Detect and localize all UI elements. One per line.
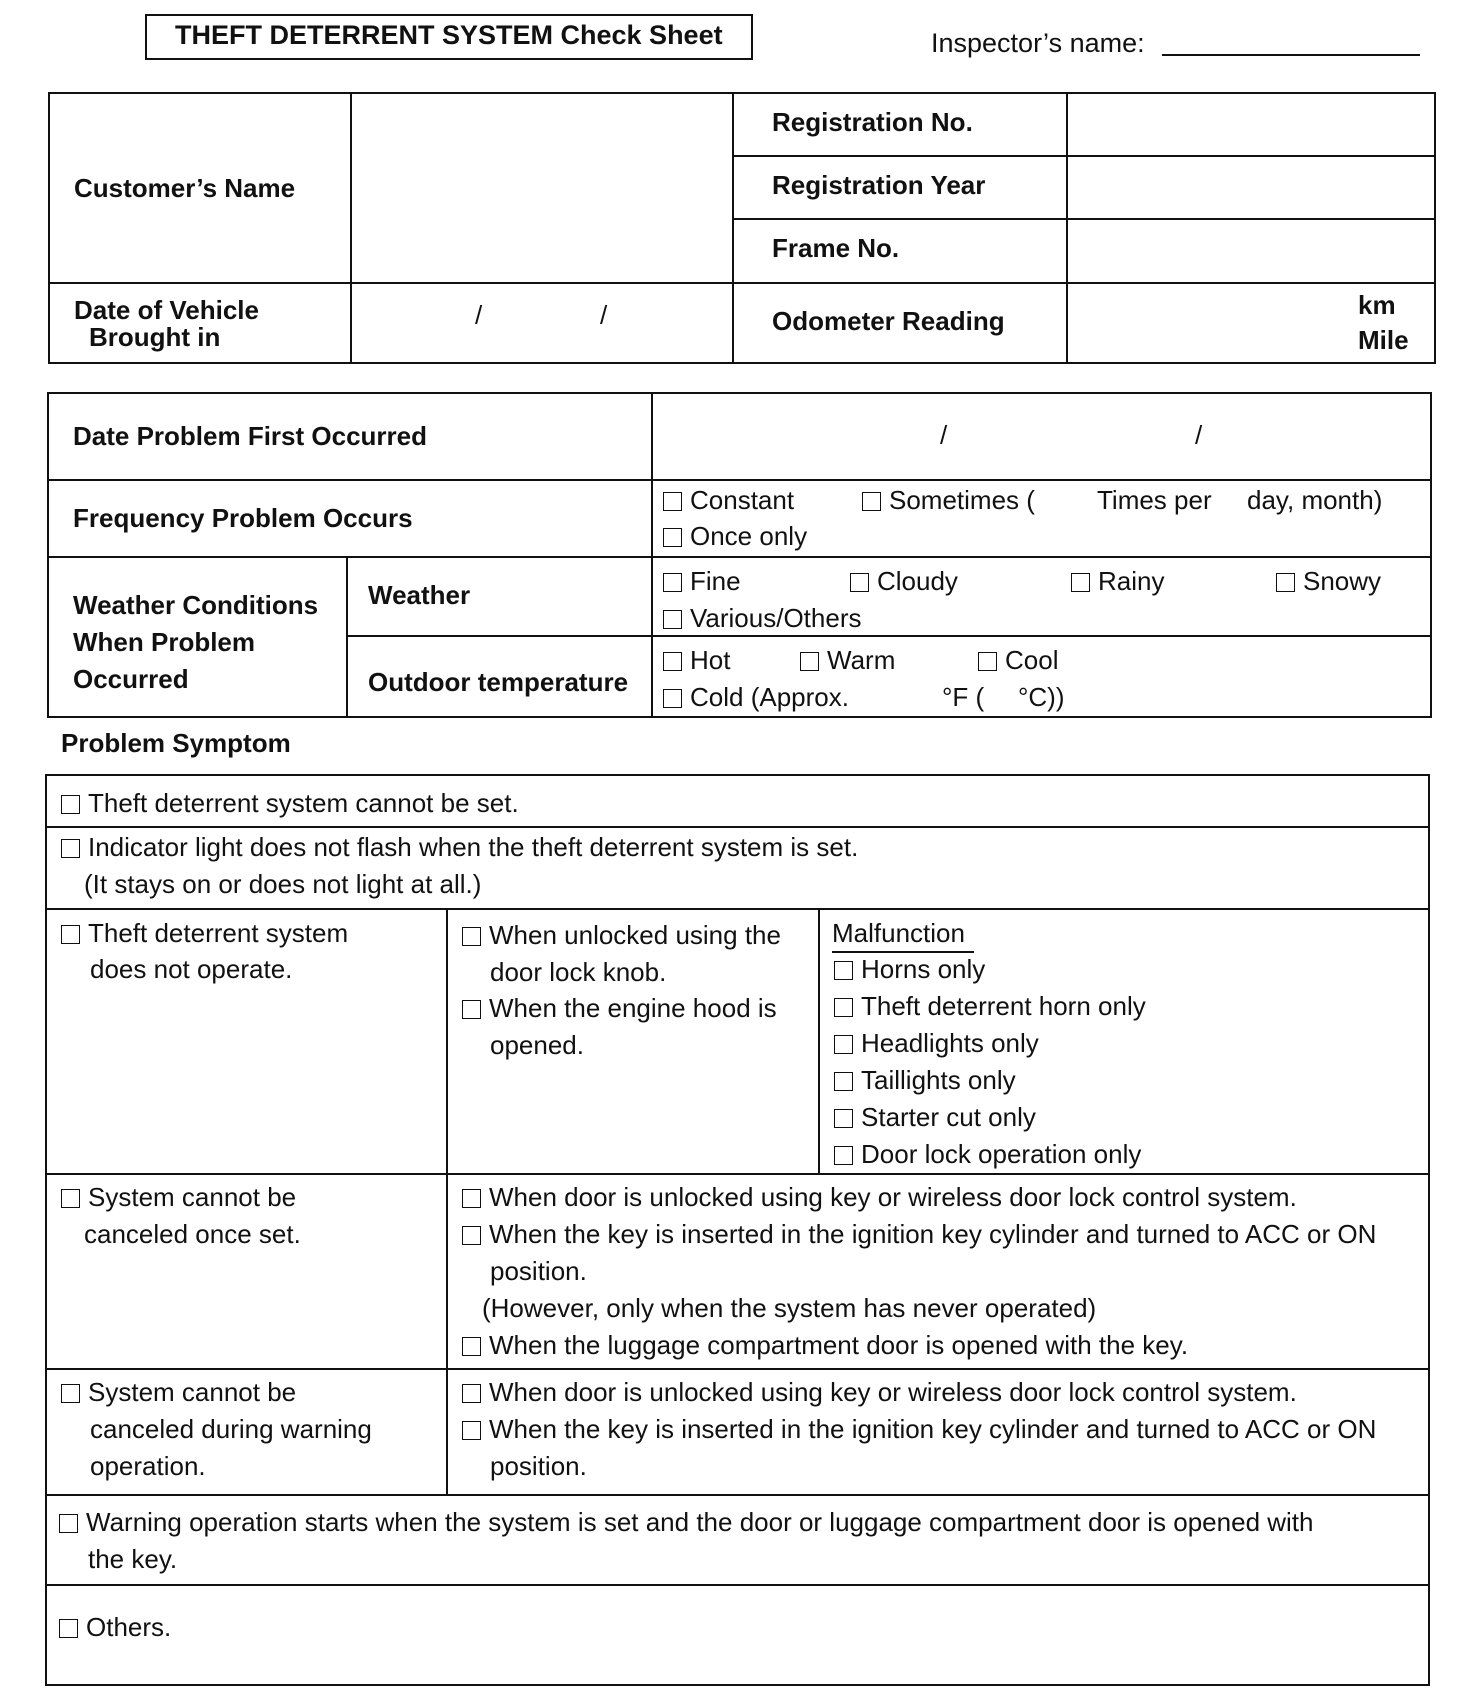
symptom-others[interactable]: Others. bbox=[59, 1612, 171, 1642]
freq-day-month: day, month) bbox=[1247, 485, 1383, 515]
date-first-slash-2: / bbox=[1195, 420, 1203, 450]
checkbox[interactable] bbox=[462, 1189, 481, 1208]
symptom-not-operate-2: does not operate. bbox=[90, 954, 293, 984]
checkbox[interactable] bbox=[834, 1109, 853, 1128]
weather-various[interactable]: Various/Others bbox=[663, 603, 861, 633]
checkbox[interactable] bbox=[834, 1146, 853, 1165]
inspector-name-field[interactable] bbox=[1162, 54, 1420, 56]
weather-rainy[interactable]: Rainy bbox=[1071, 566, 1164, 596]
frame-no-field[interactable] bbox=[1070, 222, 1430, 280]
checkbox[interactable] bbox=[462, 1421, 481, 1440]
km-label: km bbox=[1358, 290, 1396, 320]
date-brought-slash-2: / bbox=[600, 300, 608, 330]
checkbox[interactable] bbox=[834, 961, 853, 980]
date-brought-label-1: Date of Vehicle bbox=[74, 295, 259, 325]
weather-conditions-label-1: Weather Conditions bbox=[73, 590, 319, 620]
date-brought-slash-1: / bbox=[475, 300, 483, 330]
frame-no-label: Frame No. bbox=[772, 233, 900, 263]
inspector-label: Inspector’s name: bbox=[931, 28, 1145, 58]
symptom-cannot-set[interactable]: Theft deterrent system cannot be set. bbox=[61, 788, 519, 818]
registration-no-field[interactable] bbox=[1070, 96, 1430, 153]
weather-fine[interactable]: Fine bbox=[663, 566, 741, 596]
checkbox[interactable] bbox=[61, 795, 80, 814]
checkbox[interactable] bbox=[61, 1189, 80, 1208]
malfunction-doorlock[interactable]: Door lock operation only bbox=[834, 1139, 1141, 1169]
symptom-warning-starts-2: the key. bbox=[88, 1544, 178, 1574]
registration-no-label: Registration No. bbox=[772, 107, 973, 137]
symptom-cancel-warning-3: operation. bbox=[90, 1451, 206, 1481]
cancel-warn-unlock[interactable]: When door is unlocked using key or wireless door lock control system. bbox=[462, 1377, 1297, 1407]
freq-constant[interactable]: Constant bbox=[663, 485, 794, 515]
checkbox[interactable] bbox=[834, 998, 853, 1017]
temp-hot[interactable]: Hot bbox=[663, 645, 730, 675]
checkbox[interactable] bbox=[834, 1072, 853, 1091]
symptom-cancel-warning[interactable]: System cannot be bbox=[61, 1377, 296, 1407]
freq-times-per: Times per bbox=[1097, 485, 1212, 515]
malfunction-horns[interactable]: Horns only bbox=[834, 954, 985, 984]
checkbox[interactable] bbox=[462, 1384, 481, 1403]
malfunction-theft-horn[interactable]: Theft deterrent horn only bbox=[834, 991, 1146, 1021]
checkbox[interactable] bbox=[663, 689, 682, 708]
checkbox[interactable] bbox=[462, 927, 481, 946]
checkbox[interactable] bbox=[61, 1384, 80, 1403]
symptom-warning-starts[interactable]: Warning operation starts when the system is set and the door or luggage compartment door is opened with bbox=[59, 1507, 1313, 1537]
checkbox[interactable] bbox=[663, 652, 682, 671]
malfunction-headlights[interactable]: Headlights only bbox=[834, 1028, 1039, 1058]
checkbox[interactable] bbox=[800, 652, 819, 671]
freq-sometimes[interactable]: Sometimes ( bbox=[862, 485, 1035, 515]
problem-symptom-heading: Problem Symptom bbox=[61, 728, 291, 758]
checkbox[interactable] bbox=[1071, 573, 1090, 592]
temp-warm[interactable]: Warm bbox=[800, 645, 895, 675]
temp-cold[interactable]: Cold (Approx. bbox=[663, 682, 849, 712]
malfunction-starter[interactable]: Starter cut only bbox=[834, 1102, 1036, 1132]
registration-year-label: Registration Year bbox=[772, 170, 986, 200]
when-unlocked-knob-2: door lock knob. bbox=[490, 957, 667, 987]
checkbox[interactable] bbox=[59, 1619, 78, 1638]
date-first-slash-1: / bbox=[940, 420, 948, 450]
when-hood-opened-2: opened. bbox=[490, 1030, 584, 1060]
symptom-indicator[interactable]: Indicator light does not flash when the theft deterrent system is set. bbox=[61, 832, 858, 862]
date-first-label: Date Problem First Occurred bbox=[73, 421, 427, 451]
mile-label: Mile bbox=[1358, 325, 1409, 355]
cancel-warn-key[interactable]: When the key is inserted in the ignition key cylinder and turned to ACC or ON bbox=[462, 1414, 1376, 1444]
symptom-cancel-warning-2: canceled during warning bbox=[90, 1414, 372, 1444]
customer-name-field[interactable] bbox=[354, 96, 730, 280]
checkbox[interactable] bbox=[61, 925, 80, 944]
weather-cloudy[interactable]: Cloudy bbox=[850, 566, 958, 596]
malfunction-label: Malfunction bbox=[832, 918, 965, 948]
cancel-set-unlock[interactable]: When door is unlocked using key or wireless door lock control system. bbox=[462, 1182, 1297, 1212]
checkbox[interactable] bbox=[834, 1035, 853, 1054]
when-unlocked-knob[interactable]: When unlocked using the bbox=[462, 920, 781, 950]
symptom-not-operate[interactable]: Theft deterrent system bbox=[61, 918, 348, 948]
frequency-label: Frequency Problem Occurs bbox=[73, 503, 413, 533]
symptom-cancel-set-2: canceled once set. bbox=[84, 1219, 301, 1249]
freq-once[interactable]: Once only bbox=[663, 521, 807, 551]
outdoor-temp-label: Outdoor temperature bbox=[368, 667, 629, 697]
checkbox[interactable] bbox=[663, 492, 682, 511]
cancel-set-luggage[interactable]: When the luggage compartment door is opened with the key. bbox=[462, 1330, 1188, 1360]
cancel-warn-key-2: position. bbox=[490, 1451, 587, 1481]
temp-c-unit: °C)) bbox=[1018, 682, 1065, 712]
symptom-cancel-set[interactable]: System cannot be bbox=[61, 1182, 296, 1212]
odometer-label: Odometer Reading bbox=[772, 306, 1005, 336]
checkbox[interactable] bbox=[61, 839, 80, 858]
weather-snowy[interactable]: Snowy bbox=[1276, 566, 1381, 596]
cancel-set-key[interactable]: When the key is inserted in the ignition key cylinder and turned to ACC or ON bbox=[462, 1219, 1376, 1249]
customer-name-label: Customer’s Name bbox=[74, 173, 296, 203]
sheet-title: THEFT DETERRENT SYSTEM Check Sheet bbox=[175, 20, 723, 50]
cancel-set-however: (However, only when the system has never operated) bbox=[482, 1293, 1097, 1323]
checkbox[interactable] bbox=[1276, 573, 1295, 592]
checkbox[interactable] bbox=[850, 573, 869, 592]
symptom-indicator-note: (It stays on or does not light at all.) bbox=[84, 869, 482, 899]
checkbox[interactable] bbox=[862, 492, 881, 511]
checkbox[interactable] bbox=[663, 573, 682, 592]
malfunction-underline bbox=[832, 951, 974, 953]
checkbox[interactable] bbox=[462, 1000, 481, 1019]
checkbox[interactable] bbox=[462, 1226, 481, 1245]
checkbox[interactable] bbox=[978, 652, 997, 671]
registration-year-field[interactable] bbox=[1070, 159, 1430, 216]
malfunction-taillights[interactable]: Taillights only bbox=[834, 1065, 1016, 1095]
weather-conditions-label-3: Occurred bbox=[73, 664, 189, 694]
when-hood-opened[interactable]: When the engine hood is bbox=[462, 993, 777, 1023]
checkbox[interactable] bbox=[59, 1514, 78, 1533]
cancel-set-key-2: position. bbox=[490, 1256, 587, 1286]
checkbox[interactable] bbox=[663, 610, 682, 629]
weather-label: Weather bbox=[368, 580, 471, 610]
temp-f-unit: °F ( bbox=[942, 682, 985, 712]
checkbox[interactable] bbox=[663, 528, 682, 547]
weather-conditions-label-2: When Problem bbox=[73, 627, 256, 657]
date-brought-label-2: Brought in bbox=[89, 322, 221, 352]
checkbox[interactable] bbox=[462, 1337, 481, 1356]
temp-cool[interactable]: Cool bbox=[978, 645, 1058, 675]
